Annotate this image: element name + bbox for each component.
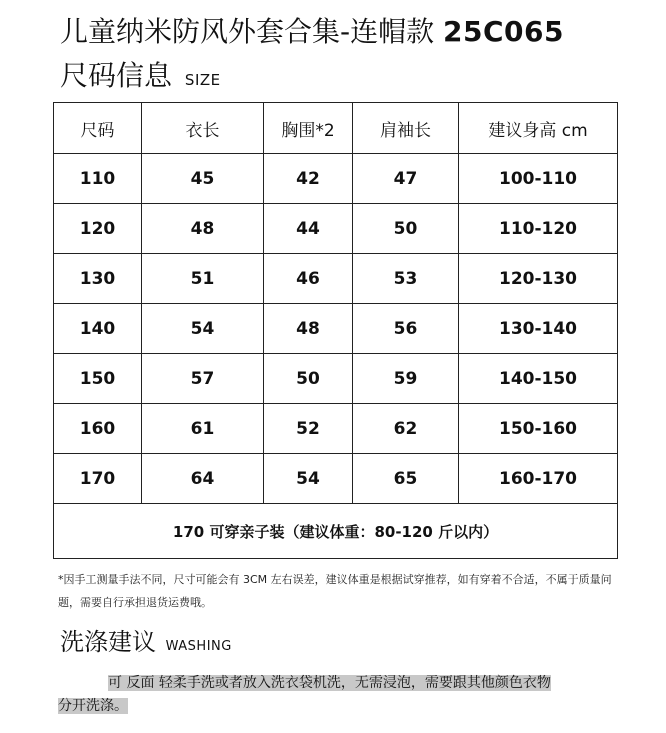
- cell-chest: 46: [264, 254, 353, 304]
- header-height: 建议身高 cm: [459, 103, 618, 154]
- table-row: [54, 254, 618, 304]
- washing-heading-label: 洗涤建议: [60, 628, 156, 656]
- product-title: 儿童纳米防风外套合集-连帽款: [60, 15, 435, 48]
- cell-chest: 54: [264, 454, 353, 504]
- page-title: [60, 12, 564, 52]
- size-heading: [60, 56, 221, 100]
- table-row: [54, 304, 618, 354]
- table-row: [54, 204, 618, 254]
- cell-height: 150-160: [459, 404, 618, 454]
- washing-line-2: [58, 695, 618, 718]
- cell-height: 100-110: [459, 154, 618, 204]
- washing-text-2: 分开洗涤。: [58, 698, 128, 714]
- cell-height: 160-170: [459, 454, 618, 504]
- cell-chest: 50: [264, 354, 353, 404]
- cell-sleeve: 50: [353, 204, 459, 254]
- cell-length: 57: [142, 354, 264, 404]
- size-heading-label: 尺码信息: [60, 59, 173, 92]
- cell-length: 45: [142, 154, 264, 204]
- cell-height: 130-140: [459, 304, 618, 354]
- family-outfit-note: 170 可穿亲子装（建议体重：80-120 斤以内）: [54, 504, 618, 559]
- cell-chest: 52: [264, 404, 353, 454]
- cell-size: 170: [54, 454, 142, 504]
- table-row: [54, 154, 618, 204]
- cell-length: 51: [142, 254, 264, 304]
- cell-size: 150: [54, 354, 142, 404]
- header-sleeve: 肩袖长: [353, 103, 459, 154]
- cell-length: 64: [142, 454, 264, 504]
- size-heading-en: SIZE: [184, 71, 221, 89]
- cell-length: 61: [142, 404, 264, 454]
- washing-text-1: 可 反面 轻柔手洗或者放入洗衣袋机洗，无需浸泡，需要跟其他颜色衣物: [108, 675, 551, 691]
- cell-height: 140-150: [459, 354, 618, 404]
- cell-height: 110-120: [459, 204, 618, 254]
- cell-size: 130: [54, 254, 142, 304]
- cell-sleeve: 59: [353, 354, 459, 404]
- table-row: [54, 454, 618, 504]
- cell-height: 120-130: [459, 254, 618, 304]
- washing-line-1: [58, 672, 618, 695]
- table-row: [54, 354, 618, 404]
- size-table: [53, 102, 618, 559]
- table-footer-row: [54, 504, 618, 559]
- table-row: [54, 404, 618, 454]
- cell-sleeve: 56: [353, 304, 459, 354]
- washing-heading-en: WASHING: [165, 639, 232, 654]
- cell-size: 140: [54, 304, 142, 354]
- cell-sleeve: 62: [353, 404, 459, 454]
- header-length: 衣长: [142, 103, 264, 154]
- product-code: 25C065: [443, 15, 564, 48]
- cell-sleeve: 53: [353, 254, 459, 304]
- cell-chest: 44: [264, 204, 353, 254]
- measurement-note: *因手工测量手法不同，尺寸可能会有 3CM 左右误差，建议体重是根据试穿推荐，如有穿着不合适，不属于质量问题，需要自行承担退货运费哦。: [58, 573, 612, 609]
- cell-sleeve: 65: [353, 454, 459, 504]
- cell-size: 110: [54, 154, 142, 204]
- cell-chest: 42: [264, 154, 353, 204]
- cell-length: 54: [142, 304, 264, 354]
- header-size: 尺码: [54, 103, 142, 154]
- washing-heading: [60, 624, 232, 665]
- table-header-row: [54, 103, 618, 154]
- washing-instructions: [58, 672, 618, 718]
- cell-chest: 48: [264, 304, 353, 354]
- cell-length: 48: [142, 204, 264, 254]
- cell-size: 160: [54, 404, 142, 454]
- header-chest: 胸围*2: [264, 103, 353, 154]
- cell-size: 120: [54, 204, 142, 254]
- cell-sleeve: 47: [353, 154, 459, 204]
